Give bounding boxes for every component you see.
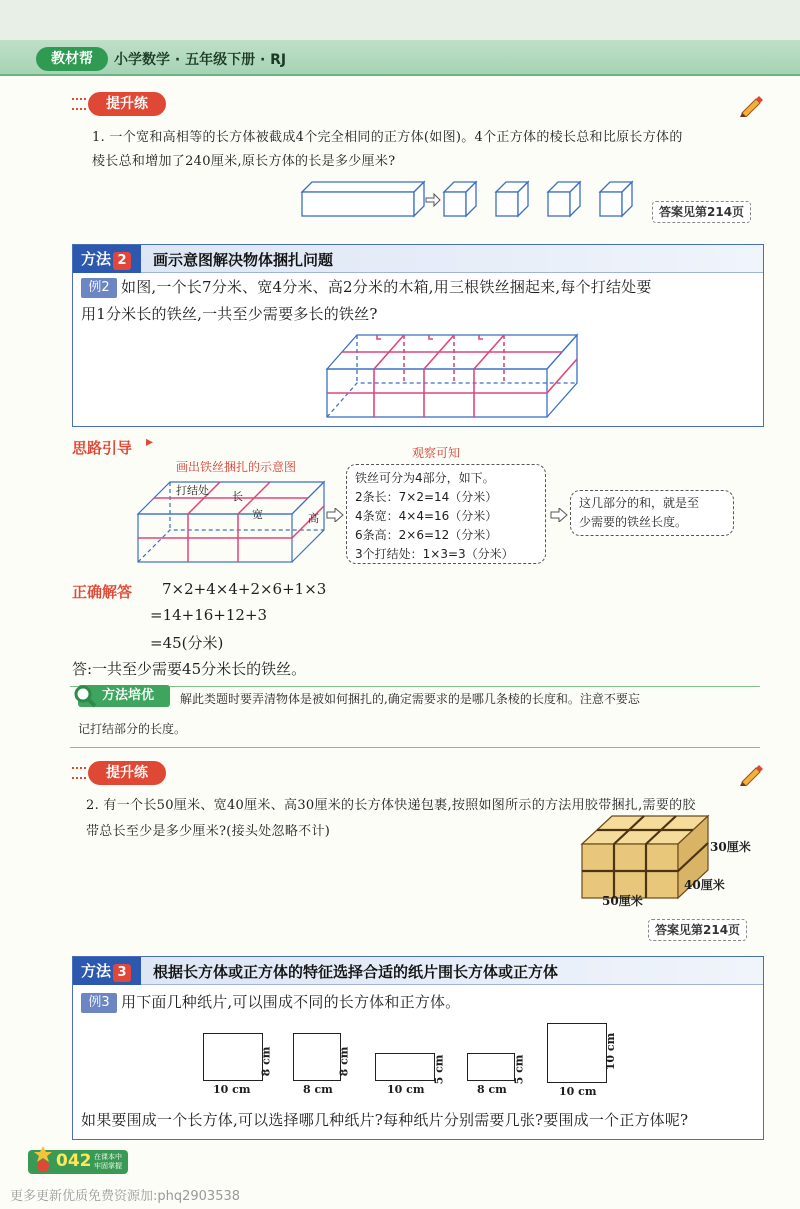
mascot-icon: [30, 1144, 56, 1174]
solution-line-3: =45(分米): [150, 634, 224, 652]
q2-dim-width: 40厘米: [684, 878, 725, 892]
example2-line1: 如图,一个长7分米、宽4分米、高2分米的木箱,用三根铁丝捆起来,每个打结处要: [121, 278, 652, 296]
example3-line: 用下面几种纸片,可以围成不同的长方体和正方体。: [121, 993, 461, 1011]
arrow-right-icon: [550, 508, 568, 522]
card-1-height: 8 cm: [259, 1046, 273, 1077]
conclusion-line-1: 这几部分的和，就是至: [579, 496, 700, 510]
top-strip: [0, 0, 800, 40]
card-3-height: 5 cm: [432, 1054, 446, 1085]
watermark: 更多更新优质免费资源加:phq2903538: [10, 1189, 241, 1204]
height-label: 高: [308, 512, 319, 525]
method3-box: [72, 956, 764, 1140]
footer-sub: 在课本中 牢固掌握: [94, 1153, 122, 1170]
solution-line-2: =14+16+12+3: [150, 606, 268, 624]
page-number: 042: [56, 1151, 92, 1171]
tip-box: [70, 686, 760, 748]
tip-text-2: 记打结部分的长度。: [78, 722, 187, 736]
card-2: [293, 1033, 341, 1081]
q1-answer-ref: 答案见第214页: [652, 201, 751, 223]
knot-label: 打结处: [176, 484, 209, 497]
example2-tag: 例2: [81, 278, 117, 298]
card-1-width: 10 cm: [213, 1083, 251, 1096]
dots-decor-icon: [72, 98, 86, 110]
q2-line1: 2. 有一个长50厘米、宽40厘米、高30厘米的长方体快递包裹,按照如图所示的方法用胶带捆扎,需要的胶: [86, 798, 696, 813]
solution-label: 正确解答: [72, 583, 133, 601]
header-title: 小学数学 · 五年级下册 · RJ: [114, 52, 287, 68]
tip-tag: 方法培优: [78, 685, 170, 707]
q2-line2: 带总长至少是多少厘米?(接头处忽略不计): [86, 824, 331, 839]
method2-title: 画示意图解决物体捆扎问题: [153, 251, 334, 269]
card-3-width: 10 cm: [387, 1083, 425, 1096]
method3-tag: 方法 3: [73, 957, 141, 985]
pencil-icon: [738, 762, 764, 786]
observe-caption: 观察可知: [412, 446, 461, 460]
q2-dim-length: 50厘米: [602, 894, 643, 908]
card-4-height: 5 cm: [512, 1054, 526, 1085]
practice-tag-2: 提升练: [88, 761, 166, 785]
series-badge: 教材帮: [36, 47, 108, 71]
arrow-icon: ▸: [146, 434, 154, 450]
method2-tag: 方法 2: [73, 245, 141, 273]
q1-line2: 棱长总和增加了240厘米,原长方体的长是多少厘米?: [92, 154, 396, 169]
observe-box: [346, 464, 546, 564]
card-1: [203, 1033, 263, 1081]
method3-num: 3: [113, 964, 131, 982]
q2-dim-height: 30厘米: [710, 840, 751, 854]
thinking-label: 思路引导: [72, 439, 133, 457]
card-3: [375, 1053, 435, 1081]
width-label: 宽: [252, 508, 263, 521]
card-4: [467, 1053, 515, 1081]
wooden-box-figure: [325, 331, 585, 421]
example3-question: 如果要围成一个长方体,可以选择哪几种纸片?每种纸片分别需要几张?要围成一个正方体呢?: [81, 1111, 689, 1129]
arrow-right-icon: [326, 508, 344, 522]
method3-title: 根据长方体或正方体的特征选择合适的纸片围长方体或正方体: [153, 963, 559, 981]
practice-tag-1: 提升练: [88, 92, 166, 116]
magnifier-icon: [72, 683, 98, 709]
tip-text-1: 解此类题时要弄清物体是被如何捆扎的,确定需要求的是哪几条棱的长度和。注意不要忘: [180, 692, 640, 706]
card-5-width: 10 cm: [559, 1085, 597, 1098]
box-line-2: 2条长：7×2=14（分米）: [355, 490, 498, 504]
dots-decor-icon: [72, 767, 86, 779]
q1-line1: 1. 一个宽和高相等的长方体被截成4个完全相同的正方体(如图)。4个正方体的棱长总和比原长方体的: [92, 130, 683, 145]
pencil-icon: [738, 93, 764, 117]
box-line-1: 铁丝可分为4部分，如下。: [355, 471, 495, 485]
diagram-caption: 画出铁丝捆扎的示意图: [176, 460, 297, 474]
length-label: 长: [232, 490, 243, 503]
solution-answer: 答:一共至少需要45分米长的铁丝。: [72, 660, 307, 678]
card-4-width: 8 cm: [477, 1083, 507, 1096]
example2-line2: 用1分米长的铁丝,一共至少需要多长的铁丝?: [81, 305, 378, 323]
q1-figure: [298, 178, 638, 222]
box-line-3: 4条宽：4×4=16（分米）: [355, 509, 498, 523]
card-2-height: 8 cm: [337, 1046, 351, 1077]
card-5-height: 10 cm: [604, 1032, 618, 1071]
method2-box: [72, 244, 764, 427]
card-2-width: 8 cm: [303, 1083, 333, 1096]
method2-num: 2: [113, 252, 131, 270]
conclusion-box: [570, 490, 734, 536]
example3-tag: 例3: [81, 993, 117, 1013]
solution-line-1: 7×2+4×4+2×6+1×3: [162, 580, 327, 598]
q2-answer-ref: 答案见第214页: [648, 919, 747, 941]
conclusion-line-2: 少需要的铁丝长度。: [579, 515, 688, 529]
box-line-5: 3个打结处：1×3=3（分米）: [355, 547, 514, 561]
box-line-4: 6条高：2×6=12（分米）: [355, 528, 498, 542]
card-5: [547, 1023, 607, 1083]
